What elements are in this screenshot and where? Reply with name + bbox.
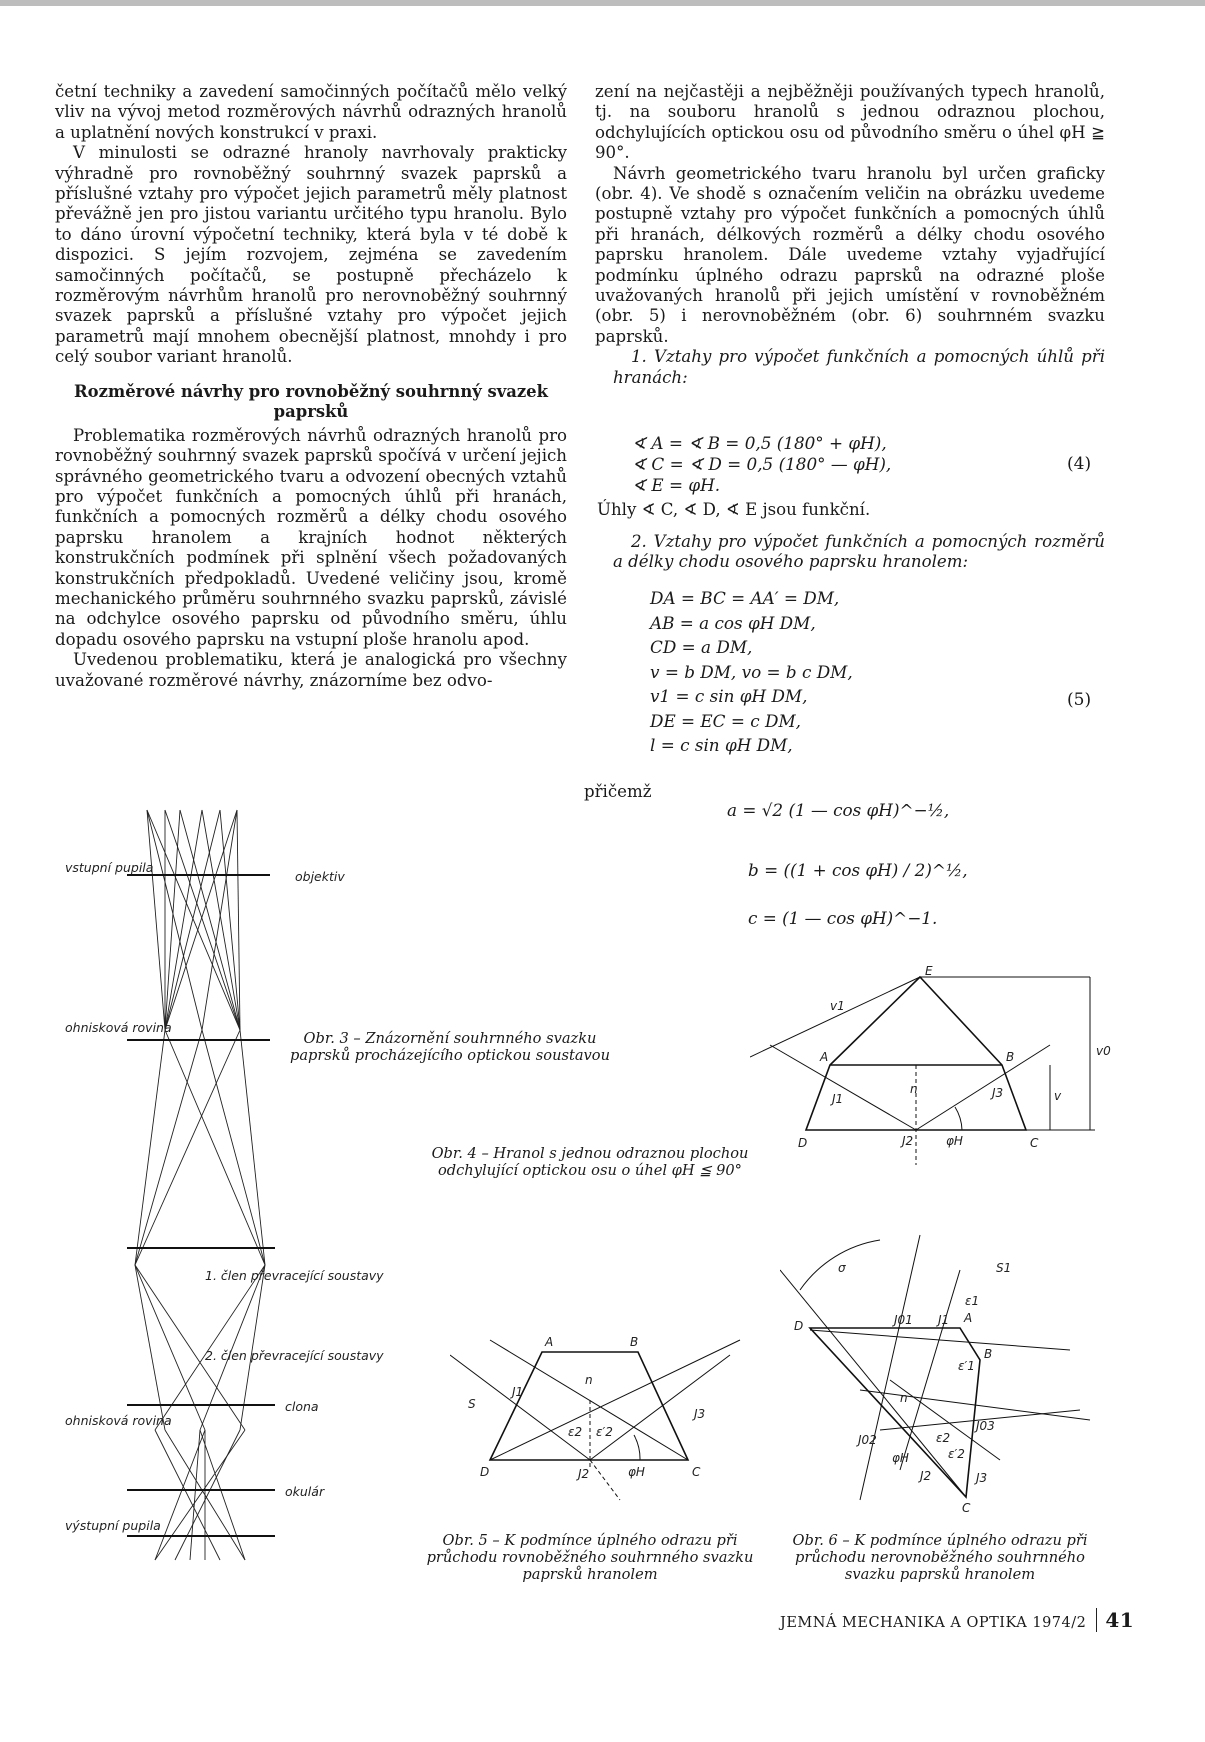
prism-outline (490, 1352, 688, 1460)
equation-a: a = √2 (1 — cos φH)^−½, (727, 800, 950, 820)
label: n (900, 1391, 908, 1405)
label: J1 (938, 1313, 950, 1327)
label: D (480, 1465, 490, 1479)
list-item-1: 1. Vztahy pro výpočet funkčních a pomocných úhlů při hranách: (613, 347, 1105, 387)
equation-line: v1 = c sin φH DM, (650, 686, 808, 706)
label: C (692, 1465, 701, 1479)
equation-line: l = c sin φH DM, (650, 735, 793, 755)
label: v0 (1096, 1044, 1111, 1058)
label: ε′2 (948, 1447, 965, 1461)
figure-3-labels (65, 860, 384, 1533)
label: J01 (894, 1313, 913, 1327)
label: A (545, 1335, 554, 1349)
label: vstupní pupila (65, 860, 154, 875)
label: C (1030, 1136, 1039, 1150)
equation-c: c = (1 — cos φH)^−1. (748, 908, 938, 928)
label: D (798, 1136, 808, 1150)
journal-name: JEMNÁ MECHANIKA A OPTIKA 1974/2 (780, 1615, 1087, 1631)
label: φH (946, 1134, 963, 1148)
label: J3 (992, 1086, 1004, 1100)
equation-line: ∢ E = φH. (632, 475, 721, 495)
equation-number: (5) (1067, 690, 1092, 710)
figure-4-caption: Obr. 4 – Hranol s jednou odraznou plochou odchylující optickou osu o úhel φH ≦ 90° (431, 1145, 749, 1179)
label: J2 (902, 1134, 914, 1148)
axial-ray-in (770, 1045, 916, 1130)
label: B (1006, 1050, 1015, 1064)
equation-number: (4) (1067, 454, 1092, 474)
label: A (820, 1050, 829, 1064)
scan-edge (0, 0, 1205, 6)
label: ε1 (965, 1294, 980, 1308)
left-column (55, 82, 567, 691)
equation-line: DA = BC = AA′ = DM, (650, 588, 840, 608)
label: D (794, 1319, 804, 1333)
list-item-2-wrap (595, 532, 1105, 573)
label: J02 (858, 1433, 877, 1447)
label: v (1054, 1089, 1062, 1103)
equation-b: b = ((1 + cos φH) / 2)^½, (748, 860, 968, 880)
equation-line: CD = a DM, (650, 637, 753, 657)
pricemz: přičemž (584, 782, 652, 801)
page-number: 41 (1096, 1608, 1134, 1632)
label: J1 (512, 1385, 524, 1399)
paragraph: zení na nejčastěji a nejběžněji používaných typech hranolů, tj. na souboru hranolů s jednou odraznou plochou, odchylujících optickou osu od původního směru o úhel φH ≧ 90°. (595, 82, 1105, 163)
label: n (585, 1373, 593, 1387)
angles-note: Úhly ∢ C, ∢ D, ∢ E jsou funkční. (597, 500, 871, 519)
figure-6-caption: Obr. 6 – K podmínce úplného odrazu při průchodu nerovnoběžného souhrnného svazku paprsků hranolem (792, 1532, 1088, 1583)
paragraph: četní techniky a zavedení samočinných počítačů mělo velký vliv na vývoj metod rozměrových návrhů odrazných hranolů a uplatnění nových konstrukcí v praxi. (55, 82, 567, 142)
figure-3-diagram (55, 800, 385, 1580)
label: ohnisková rovina (65, 1413, 172, 1428)
label: C (962, 1501, 971, 1515)
equation-line: ∢ A = ∢ B = 0,5 (180° + φH), (632, 433, 887, 453)
label: výstupní pupila (65, 1518, 161, 1533)
optical-planes (127, 875, 275, 1536)
label: S1 (996, 1261, 1012, 1275)
label: ε′2 (596, 1425, 613, 1439)
equation-4 (632, 433, 891, 496)
label: 1. člen převracející soustavy (205, 1268, 384, 1283)
label: B (630, 1335, 639, 1349)
equation-line: AB = a cos φH DM, (650, 612, 816, 633)
equation-5 (650, 586, 853, 758)
label: A (964, 1311, 973, 1325)
label: ε2 (568, 1425, 583, 1439)
label: S (468, 1397, 476, 1411)
paragraph: Uvedenou problematiku, která je analogická pro všechny uvažované rozměrové návrhy, znázorníme bez odvo- (55, 650, 567, 690)
label: v1 (830, 999, 845, 1013)
label: φH (628, 1465, 645, 1479)
figure-5-diagram (450, 1320, 760, 1520)
paragraph: Návrh geometrického tvaru hranolu byl určen graficky (obr. 4). Ve shodě s označením veličin na obrázku uvedeme postupně vztahy pro výpočet funkčních a pomocných úhlů při hranách, délkových rozměrů a délky chodu osového paprsku hranolem. Dále uvedeme vztahy vyjadřující podmínku úplného odrazu paprsků na odrazné ploše uvažovaných hranolů při jejich umístění v rovnoběžném (obr. 5) i nerovnoběžném (obr. 6) souhrnném svazku paprsků. (595, 163, 1105, 346)
equation-line: v = b DM, vo = b c DM, (650, 661, 853, 682)
label: J3 (694, 1407, 706, 1421)
list-item-2: 2. Vztahy pro výpočet funkčních a pomocných rozměrů a délky chodu osového paprsku hranolem: (613, 532, 1105, 572)
label: objektiv (295, 869, 345, 884)
figure-3-caption: Obr. 3 – Znázornění souhrnného svazku paprsků procházejícího optickou soustavou (290, 1030, 610, 1064)
label: clona (285, 1399, 319, 1414)
figure-4-labels (798, 965, 1111, 1150)
page-footer (780, 1608, 1134, 1632)
label: 2. člen převracející soustavy (205, 1348, 384, 1363)
figure-5-caption: Obr. 5 – K podmínce úplného odrazu při průchodu rovnoběžného souhrnného svazku paprsků hranolem (426, 1532, 754, 1583)
label: J2 (920, 1469, 932, 1483)
equation-line: ∢ C = ∢ D = 0,5 (180° — φH), (632, 454, 892, 474)
figure-6-diagram (780, 1230, 1100, 1520)
label: J1 (832, 1092, 844, 1106)
label: B (984, 1347, 993, 1361)
label: ε′1 (958, 1359, 975, 1373)
label: φH (892, 1451, 909, 1465)
prism-outline (810, 1328, 980, 1497)
figure-5-labels (468, 1335, 705, 1481)
equation-line: DE = EC = c DM, (650, 710, 801, 731)
label: E (925, 965, 933, 978)
right-column (595, 82, 1105, 388)
label: J2 (578, 1467, 590, 1481)
label: σ (838, 1261, 846, 1275)
label: okulár (285, 1484, 325, 1499)
paragraph: V minulosti se odrazné hranoly navrhovaly prakticky výhradně pro rovnoběžný souhrnný svazek paprsků a příslušné vztahy pro výpočet jejich parametrů měly platnost převážně jen pro jistou variantu určitého typu hranolu. Bylo to dáno úrovní výpočetní techniky, která byla v té době k dispozici. S jejím rozvojem, zejména se zavedením samočinných počítačů, se postupně přecházelo k rozměrovým návrhům hranolů pro nerovnoběžný souhrnný svazek paprsků a příslušné vztahy pro výpočet jejich parametrů mají mnohem obecnější platnost, mnohdy i pro celý soubor variant hranolů. (55, 143, 567, 367)
label: n (910, 1082, 918, 1096)
axial-ray-out (916, 1045, 1050, 1130)
ray-bundle (135, 810, 265, 1560)
label: ε2 (936, 1431, 951, 1445)
figure-4-diagram (750, 965, 1170, 1175)
v1-dimension (750, 977, 920, 1057)
label: J03 (976, 1419, 995, 1433)
figure-6-labels (794, 1261, 1011, 1515)
label: ohnisková rovina (65, 1020, 172, 1035)
paragraph: Problematika rozměrových návrhů odrazných hranolů pro rovnoběžný souhrnný svazek paprsků spočívá v určení jejich správného geometrického tvaru a odvození obecných vztahů pro výpočet funkčních a pomocných úhlů při hranách, funkčních a pomocných rozměrů a délky chodu osového paprsku hranolem a krajních hodnot některých konstrukčních podmínek při splnění všech požadovaných konstrukčních předpokladů. Uvedené veličiny jsou, kromě mechanického průměru souhrnného svazku paprsků, závislé na odchylce osového paprsku od původního směru, úhlu dopadu osového paprsku na vstupní ploše hranolu apod. (55, 425, 567, 649)
label: J3 (976, 1471, 988, 1485)
section-heading: Rozměrové návrhy pro rovnoběžný souhrnný svazek paprsků (74, 381, 548, 421)
